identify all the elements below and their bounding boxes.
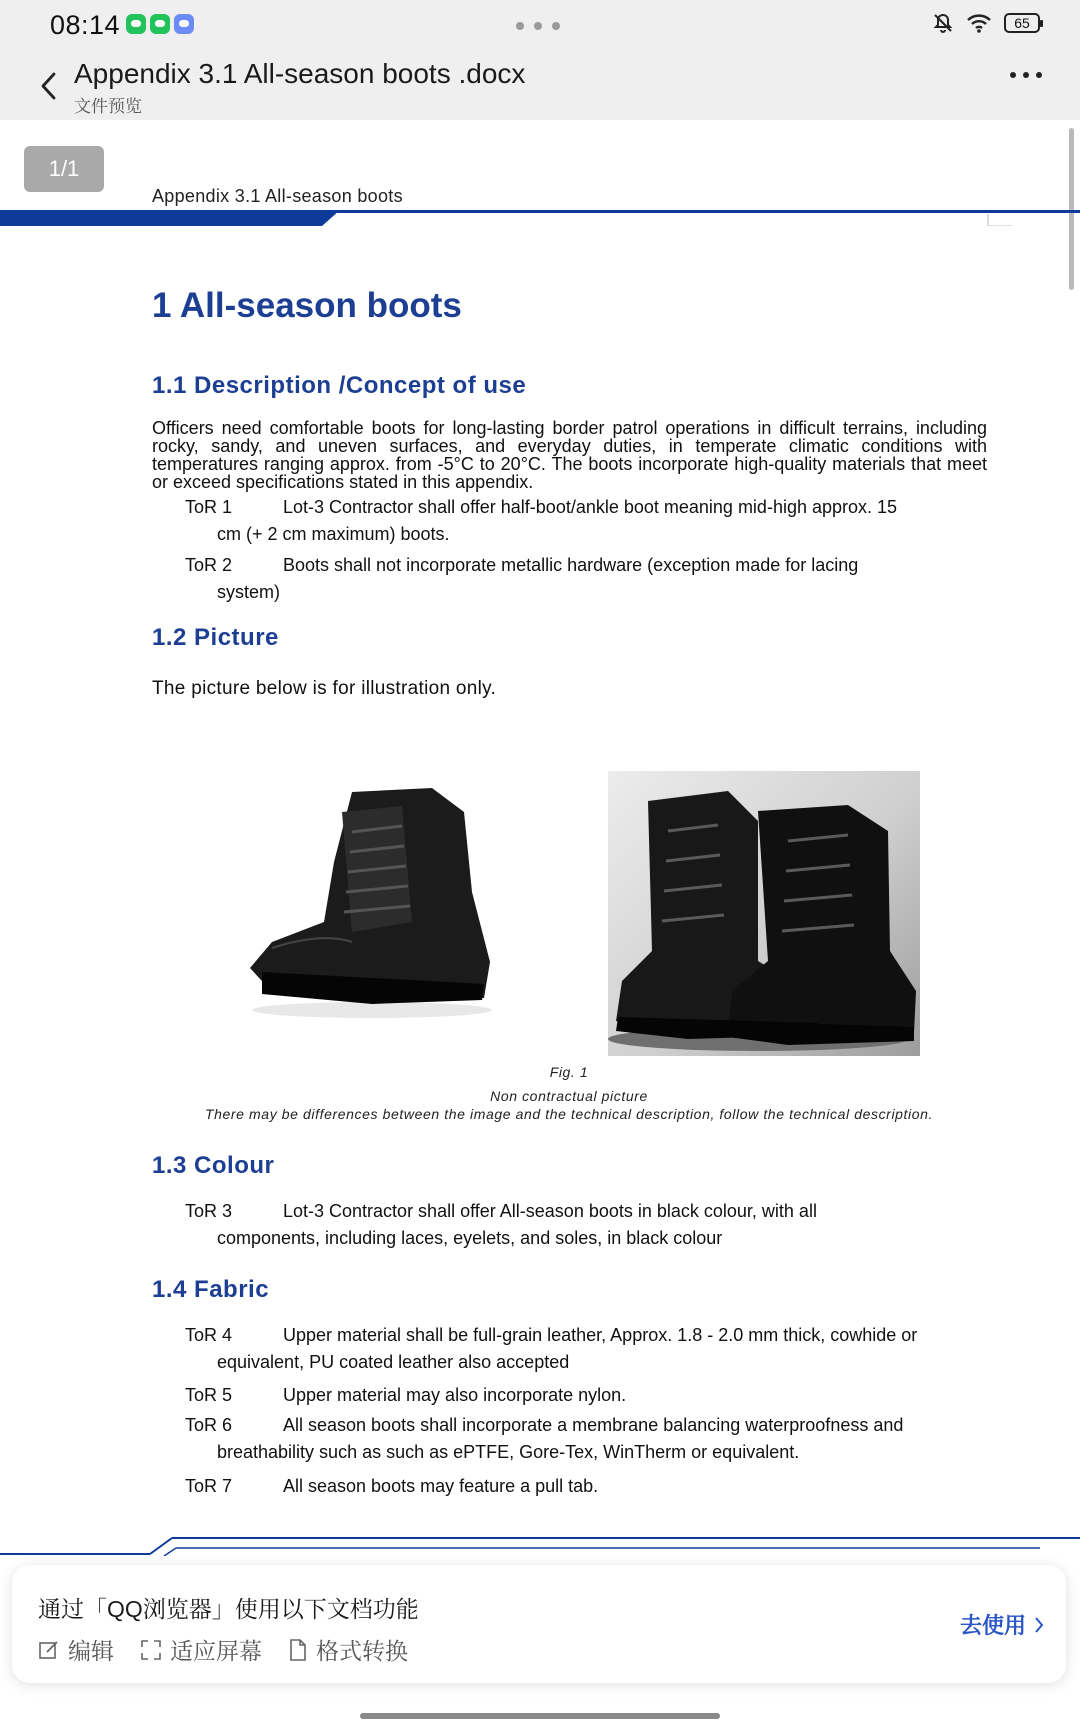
system-icons: [932, 12, 1040, 34]
figure-note: There may be differences between the image and the technical description, follow the technical description.: [204, 1106, 934, 1122]
document-icon: [288, 1639, 308, 1661]
section-heading-1-3: 1.3 Colour: [152, 1152, 275, 1179]
tor-text: All season boots may feature a pull tab.: [283, 1476, 599, 1496]
app-header: [0, 52, 1080, 120]
edit-action[interactable]: [38, 1633, 114, 1666]
tor-text: All season boots shall incorporate a membrane balancing waterproofness and: [283, 1415, 904, 1435]
tor-text: Lot-3 Contractor shall offer half-boot/ankle boot meaning mid-high approx. 15: [283, 497, 898, 517]
header-band: [0, 206, 1080, 226]
status-time: 08:14: [50, 10, 121, 40]
page-indicator: 1/1: [24, 146, 104, 192]
promo-actions: [38, 1633, 408, 1666]
more-options-button[interactable]: [1010, 72, 1042, 78]
section-heading-1-4: 1.4 Fabric: [152, 1276, 270, 1303]
tor-id: ToR 6: [185, 1415, 233, 1435]
chevron-left-icon: [38, 71, 58, 101]
document-viewer[interactable]: [0, 120, 1080, 1680]
chevron-right-icon: [1034, 1616, 1044, 1634]
tor-item: [185, 1473, 983, 1500]
document-title: Appendix 3.1 All-season boots .docx: [74, 58, 526, 89]
section-heading-1-1: 1.1 Description /Concept of use: [152, 372, 527, 399]
tor-item: [185, 552, 983, 606]
status-bar: [0, 0, 1080, 52]
tor-id: ToR 2: [185, 555, 233, 575]
format-convert-action[interactable]: [288, 1633, 408, 1666]
use-now-label: 去使用: [959, 1613, 1026, 1638]
tor-id: ToR 1: [185, 497, 233, 517]
tor-item: [185, 1198, 983, 1252]
figure-caption: Non contractual picture: [490, 1088, 648, 1104]
tor-id: ToR 4: [185, 1325, 233, 1345]
bell-off-icon: [932, 12, 954, 34]
tor-id: ToR 7: [185, 1476, 233, 1496]
tor-text-continued: breathability such as such as ePTFE, Gore-Tex, WinTherm or equivalent.: [217, 1442, 800, 1462]
tor-id: ToR 3: [185, 1201, 233, 1221]
wechat-icon: [126, 14, 146, 34]
notification-icons: [126, 14, 194, 34]
tor-text: Upper material may also incorporate nylon.: [283, 1385, 627, 1405]
wifi-icon: [966, 12, 992, 34]
edit-icon: [38, 1639, 60, 1661]
wechat-icon: [150, 14, 170, 34]
tor-item: [185, 1322, 983, 1376]
tor-item: [185, 494, 983, 548]
boot-image-1: [232, 772, 512, 1022]
boot-image-2: [608, 771, 920, 1056]
tor-text-continued: system): [217, 582, 280, 602]
tor-text: Boots shall not incorporate metallic hardware (exception made for lacing: [283, 555, 859, 575]
figure-label: Fig. 1: [549, 1064, 589, 1080]
home-indicator[interactable]: [360, 1713, 720, 1719]
document-subtitle: 文件预览: [74, 97, 142, 116]
qq-browser-promo[interactable]: [12, 1565, 1066, 1683]
edit-label: 编辑: [68, 1638, 114, 1664]
description-paragraph: Officers need comfortable boots for long-lasting border patrol operations in difficult terrains, including rocky, sandy, and uneven surfaces, and everyday duties, in temperate climatic conditions with temperatures ranging approx. from -5°C to 20°C. The boots incorporate high-quality materials that meet or exceed specifications stated in this appendix.: [152, 418, 987, 492]
boot-pair-illustration: [608, 771, 920, 1056]
format-convert-label: 格式转换: [316, 1638, 408, 1664]
fit-screen-label: 适应屏幕: [170, 1638, 262, 1664]
tor-text: Lot-3 Contractor shall offer All-season boots in black colour, with all: [283, 1201, 817, 1221]
footer-band: [0, 1536, 1080, 1556]
promo-title: 通过「QQ浏览器」使用以下文档功能: [38, 1596, 419, 1622]
section-heading-1-2: 1.2 Picture: [152, 624, 279, 651]
tor-text-continued: cm (+ 2 cm maximum) boots.: [217, 524, 450, 544]
tor-text-continued: components, including laces, eyelets, and soles, in black colour: [217, 1228, 723, 1248]
tor-item: [185, 1382, 983, 1409]
tor-text: Upper material shall be full-grain leather, Approx. 1.8 - 2.0 mm thick, cowhide or: [283, 1325, 918, 1345]
use-now-button[interactable]: [960, 1609, 1044, 1640]
running-header: Appendix 3.1 All-season boots: [152, 186, 403, 206]
fit-screen-action[interactable]: [140, 1633, 262, 1666]
picture-intro: The picture below is for illustration only.: [152, 678, 497, 699]
back-button[interactable]: [28, 66, 68, 106]
battery-icon: [1004, 13, 1040, 33]
multitask-handle[interactable]: [516, 22, 560, 30]
tor-item: [185, 1412, 983, 1466]
fit-screen-icon: [140, 1639, 162, 1661]
heading-1: 1 All-season boots: [152, 286, 462, 325]
tor-id: ToR 5: [185, 1385, 233, 1405]
messenger-icon: [174, 14, 194, 34]
tor-text-continued: equivalent, PU coated leather also accepted: [217, 1352, 570, 1372]
battery-level: 65: [1014, 15, 1030, 31]
